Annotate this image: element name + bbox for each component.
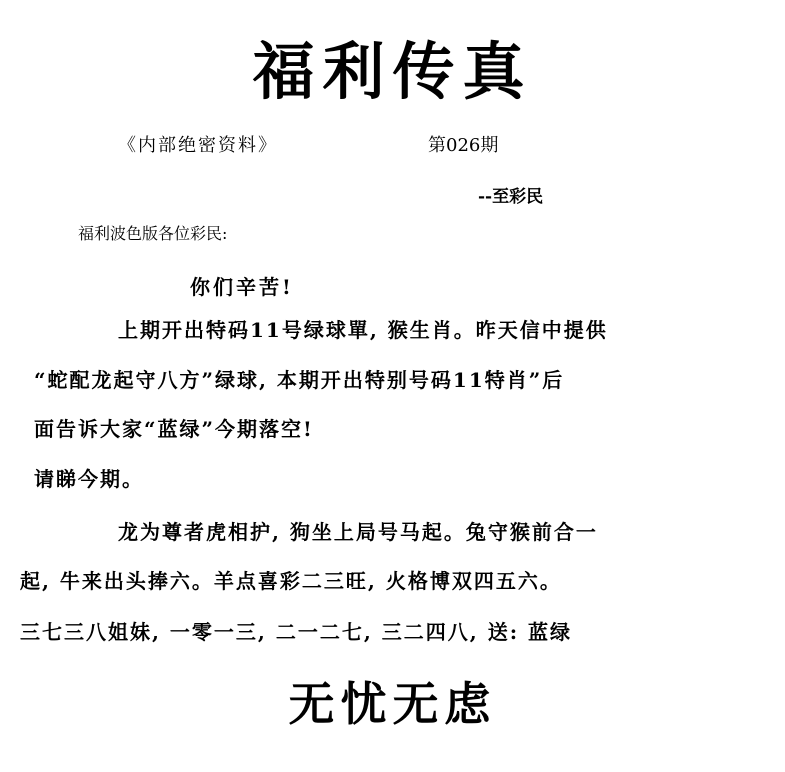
verse-line: 三七三八姐妹, 一零一三, 二一二七, 三二四八, 送: 蓝绿	[20, 620, 573, 644]
paragraph-line: 上期开出特码11号绿球單, 猴生肖。昨天信中提供	[118, 318, 608, 342]
paragraph-line: 请睇今期。	[34, 467, 144, 491]
signature: --至彩民	[478, 187, 544, 207]
verse-line: 起, 牛来出头捧六。羊点喜彩二三旺, 火格博双四五六。	[20, 569, 562, 593]
page-title: 福利传真	[252, 35, 533, 108]
issue-number: 第026期	[428, 135, 499, 156]
paragraph-line: 面告诉大家“蓝绿”今期落空!	[34, 417, 314, 441]
paragraph-line: “蛇配龙起守八方”绿球, 本期开出特别号码11特肖”后	[34, 368, 565, 392]
salutation: 福利波色版各位彩民:	[78, 224, 228, 243]
verse-line: 龙为尊者虎相护, 狗坐上局号马起。兔守猴前合一	[118, 520, 598, 544]
greeting: 你们辛苦!	[190, 275, 294, 299]
material-label: 《内部绝密资料》	[118, 135, 278, 156]
closing-text: 无忧无虑	[288, 677, 497, 731]
